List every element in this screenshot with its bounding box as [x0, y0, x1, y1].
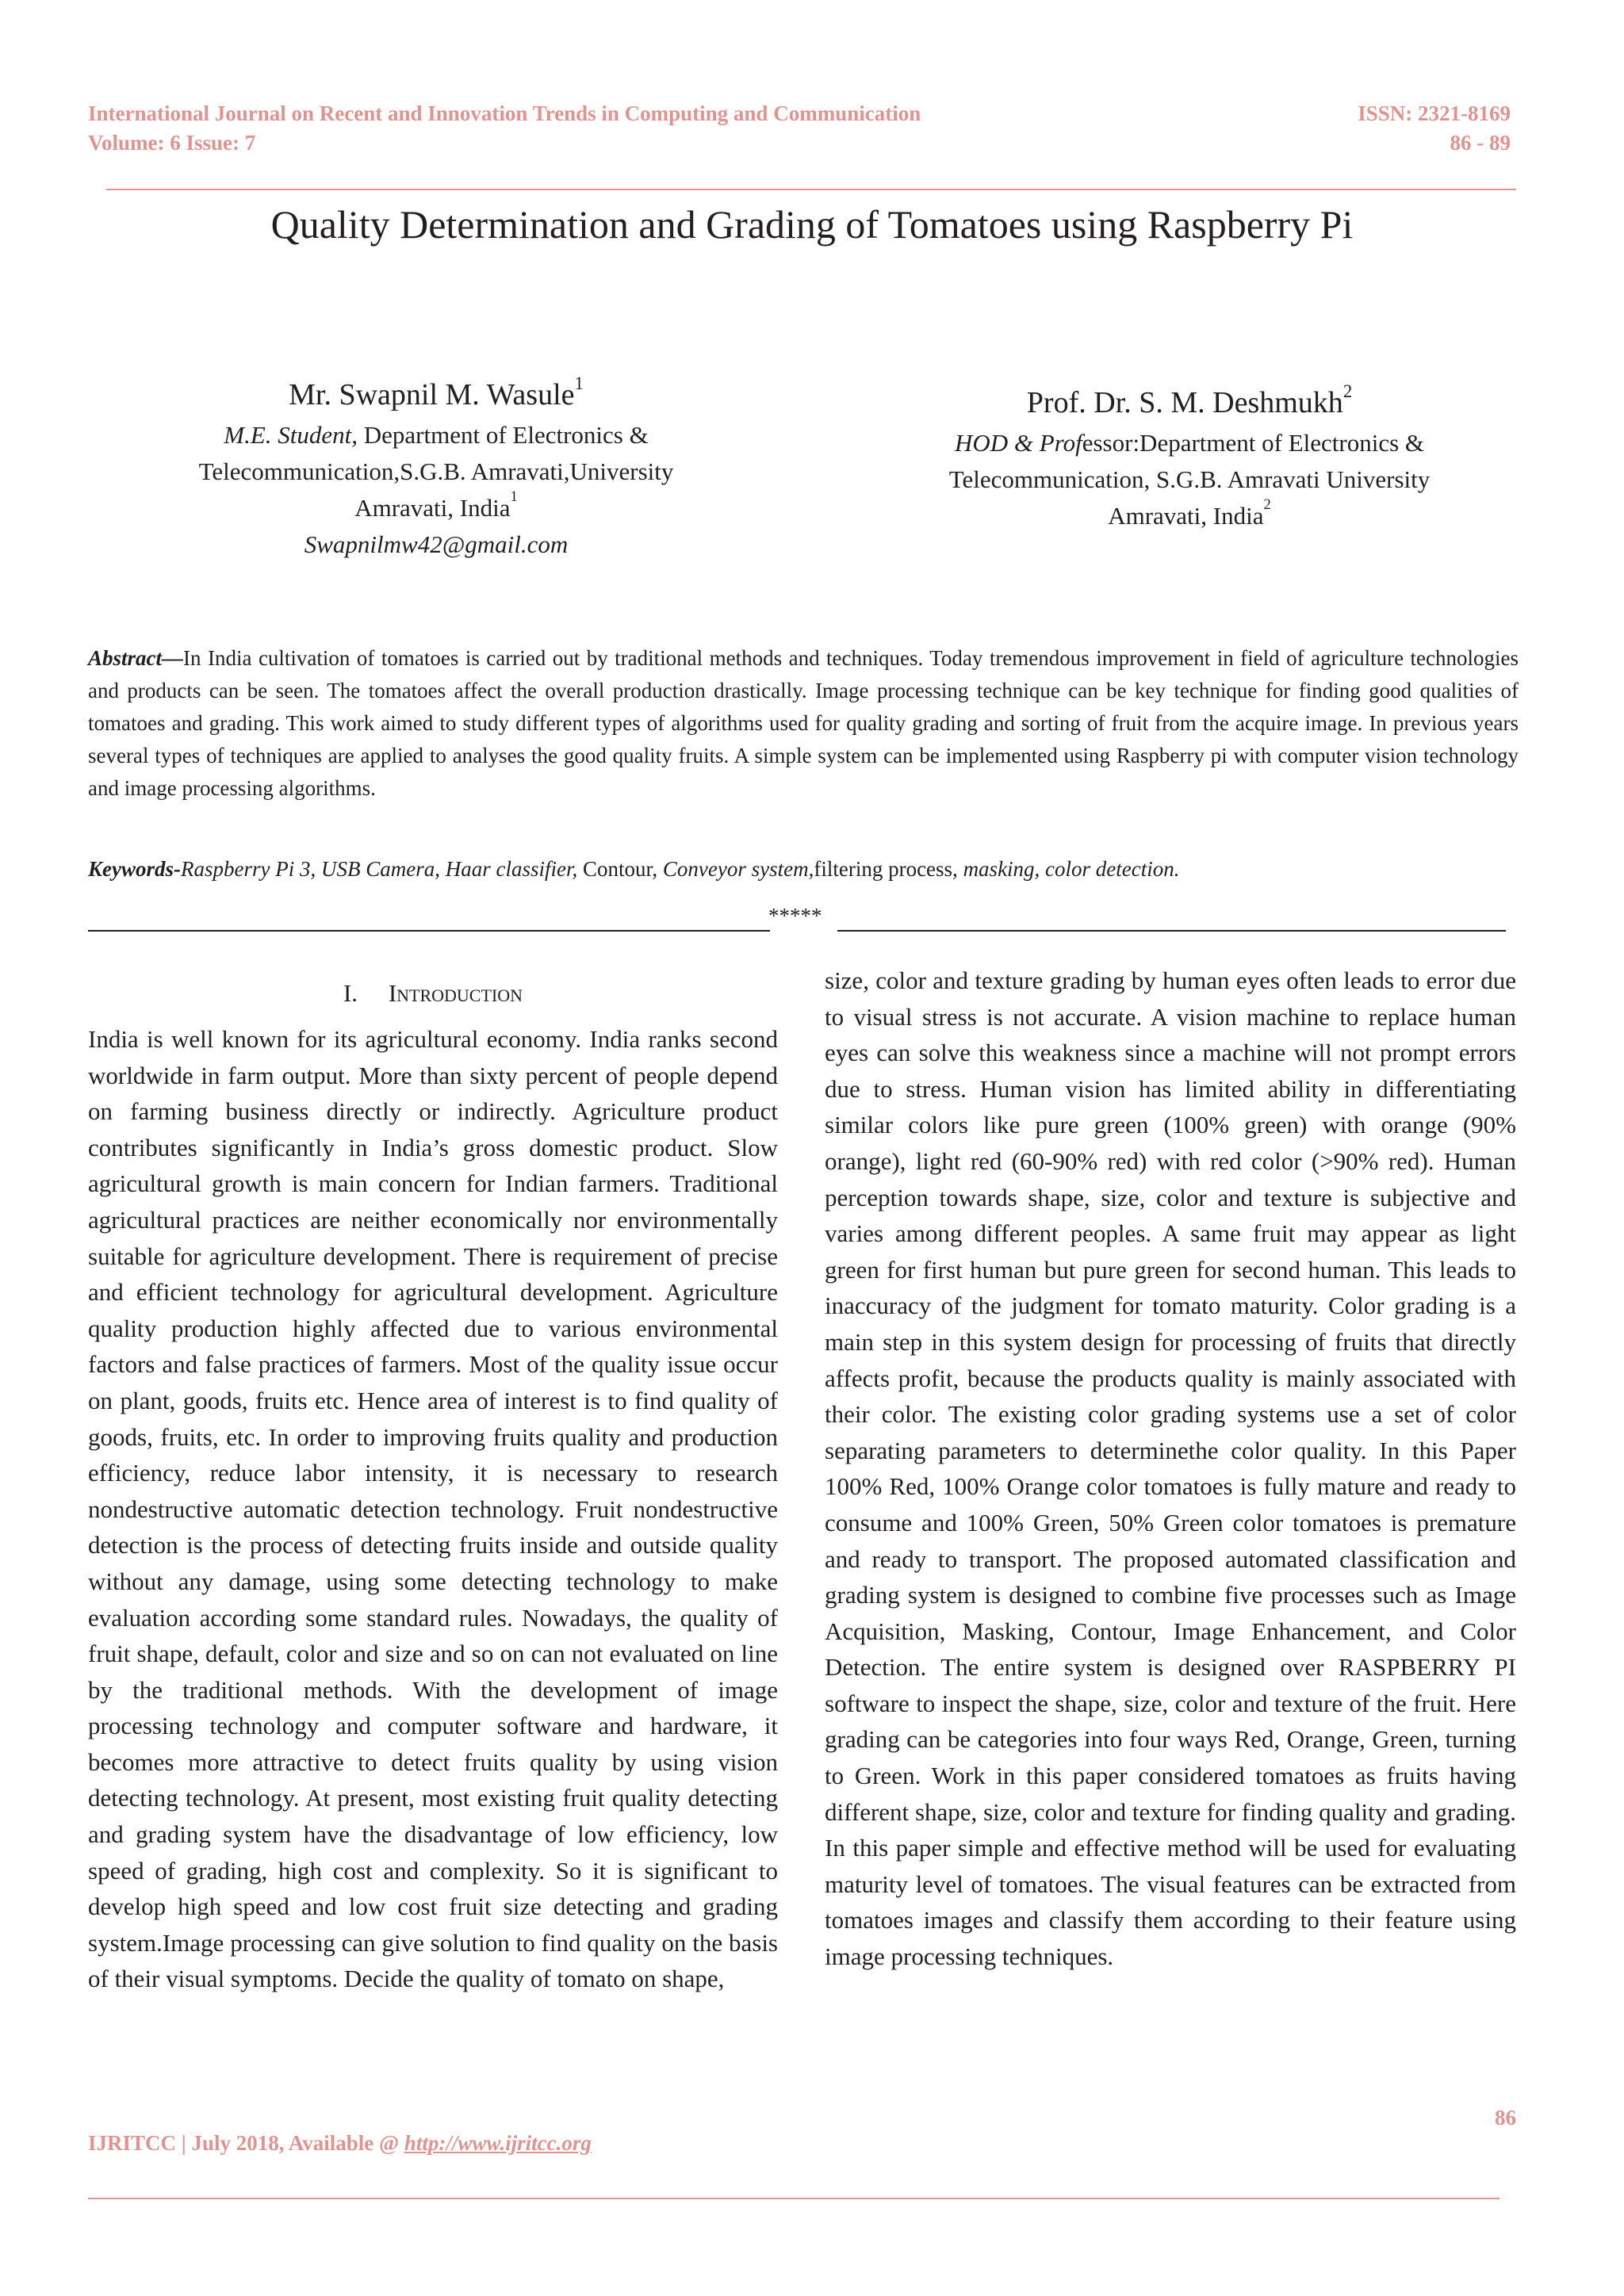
volume-issue: Volume: 6 Issue: 7 [88, 131, 256, 155]
author-affiliation-1: M.E. Student, Department of Electronics & [224, 421, 649, 449]
separator-line-left [88, 930, 770, 932]
author-location-2: Amravati, India$^2$ [1108, 496, 1271, 530]
author-affiliation-2b: Telecommunication, S.G.B. Amravati University [948, 465, 1431, 493]
section-separator [88, 904, 1506, 934]
abstract-text: In India cultivation of tomatoes is carried out by traditional methods and techniques. Today tremendous improvement in field of agriculture technologies and products can be seen. The tomatoes affect the overall production drastically. Image processing technique can be key technique for finding good qualities of tomatoes and grading. This work aimed to study different types of algorithms used for quality grading and sorting of fruit from the acquire image. In previous years several types of techniques are applied to analyses the good quality fruits. A simple system can be implemented using Raspberry pi with computer vision technology and image processing algorithms. [88, 646, 1519, 800]
abstract-label: Abstract— [88, 646, 184, 670]
page-range: 86 - 89 [1450, 131, 1511, 155]
author-location-1: Amravati, India$^1$ [354, 488, 518, 522]
author-email-1[interactable]: Swapnilmw42@gmail.com [304, 530, 569, 558]
author-affiliation-1b: Telecommunication,S.G.B. Amravati,University [198, 457, 674, 485]
section-heading: I. Introduction [343, 979, 523, 1007]
abstract [88, 642, 1519, 805]
paper-title: Quality Determination and Grading of Tomatoes using Raspberry Pi [270, 202, 1354, 247]
journal-name: International Journal on Recent and Innovation Trends in Computing and Communication [88, 101, 921, 125]
footer-citation: IJRITCC | July 2018, Available @ http://www.ijritcc.org [88, 2131, 592, 2155]
body-column-right: size, color and texture grading by human eyes often leads to error due to visual stress is not accurate. A vision machine to replace human eyes can solve this weakness since a machine will not prompt errors due to stress. Human vision has limited ability in differentiating similar colors like pure green (100% green) with orange (90% orange), light red (60-90% red) with red color (>90% red). Human perception towards shape, size, color and texture is subjective and varies among different peoples. A same fruit may appear as light green for first human but pure green for second human. This leads to inaccuracy of the judgment for tomato maturity. Color grading is a main step in this system design for processing of fruits that directly affects profit, because the products quality is mainly associated with their color. The existing color grading systems use a set of color separating parameters to determinethe color quality. In this Paper 100% Red, 100% Orange color tomatoes is fully mature and ready to consume and 100% Green, 50% Green color tomatoes is premature and ready to transport. The proposed automated classification and grading system is designed to combine five processes such as Image Acquisition, Masking, Contour, Image Enhancement, and Color Detection. The entire system is designed over RASPBERRY PI software to inspect the shape, size, color and texture of the fruit. Here grading can be categories into four ways Red, Orange, Green, turning to Green. Work in this paper considered tomatoes as fruits having different shape, size, color and texture for finding quality and grading. In this paper simple and effective method will be used for evaluating maturity level of tomatoes. The visual features can be extracted from tomatoes images and classify them according to their feature using image processing techniques. [825, 966, 1516, 1971]
header-rule [106, 189, 1516, 190]
author-block-1 [127, 373, 745, 563]
separator-line-right [837, 930, 1506, 932]
footer-rule [88, 2198, 1500, 2199]
author-name-2: Prof. Dr. S. M. Deshmukh$^2$ [1026, 381, 1353, 419]
separator-stars: ***** [768, 904, 822, 928]
page-number: 86 [1495, 2106, 1516, 2130]
issn: ISSN: 2321-8169 [1358, 101, 1511, 125]
author-block-2 [856, 381, 1522, 534]
journal-link[interactable]: http://www.ijritcc.org [404, 2131, 592, 2155]
keywords: Keywords-Raspberry Pi 3, USB Camera, Haar classifier, Contour, Conveyor system,filtering process, masking, color detection. [88, 857, 1180, 881]
author-affiliation-2: HOD & Professor:Department of Electronics & [954, 429, 1425, 457]
author-name-1: Mr. Swapnil M. Wasule$^1$ [289, 373, 584, 411]
body-column-left: India is well known for its agricultural economy. India ranks second worldwide in farm output. More than sixty percent of people depend on farming business directly or indirectly. Agriculture product contributes significantly in India’s gross domestic product. Slow agricultural growth is main concern for Indian farmers. Traditional agricultural practices are neither economically nor environmentally suitable for agriculture development. There is requirement of precise and efficient technology for agricultural development. Agriculture quality production highly affected due to various environmental factors and false practices of farmers. Most of the quality issue occur on plant, goods, fruits etc. Hence area of interest is to find quality of goods, fruits, etc. In order to improving fruits quality and production efficiency, reduce labor intensity, it is necessary to research nondestructive automatic detection technology. Fruit nondestructive detection is the process of detecting fruits inside and outside quality without any damage, using some detecting technology to make evaluation according some standard rules. Nowadays, the quality of fruit shape, default, color and size and so on can not evaluated on line by the traditional methods. With the development of image processing technology and computer software and hardware, it becomes more attractive to detect fruits quality by using vision detecting technology. At present, most existing fruit quality detecting and grading system have the disadvantage of low efficiency, low speed of grading, high cost and complexity. So it is significant to develop high speed and low cost fruit size detecting and grading system.Image processing can give solution to find quality on the basis of their visual symptoms. Decide the quality of tomato on shape, [88, 1025, 778, 1993]
